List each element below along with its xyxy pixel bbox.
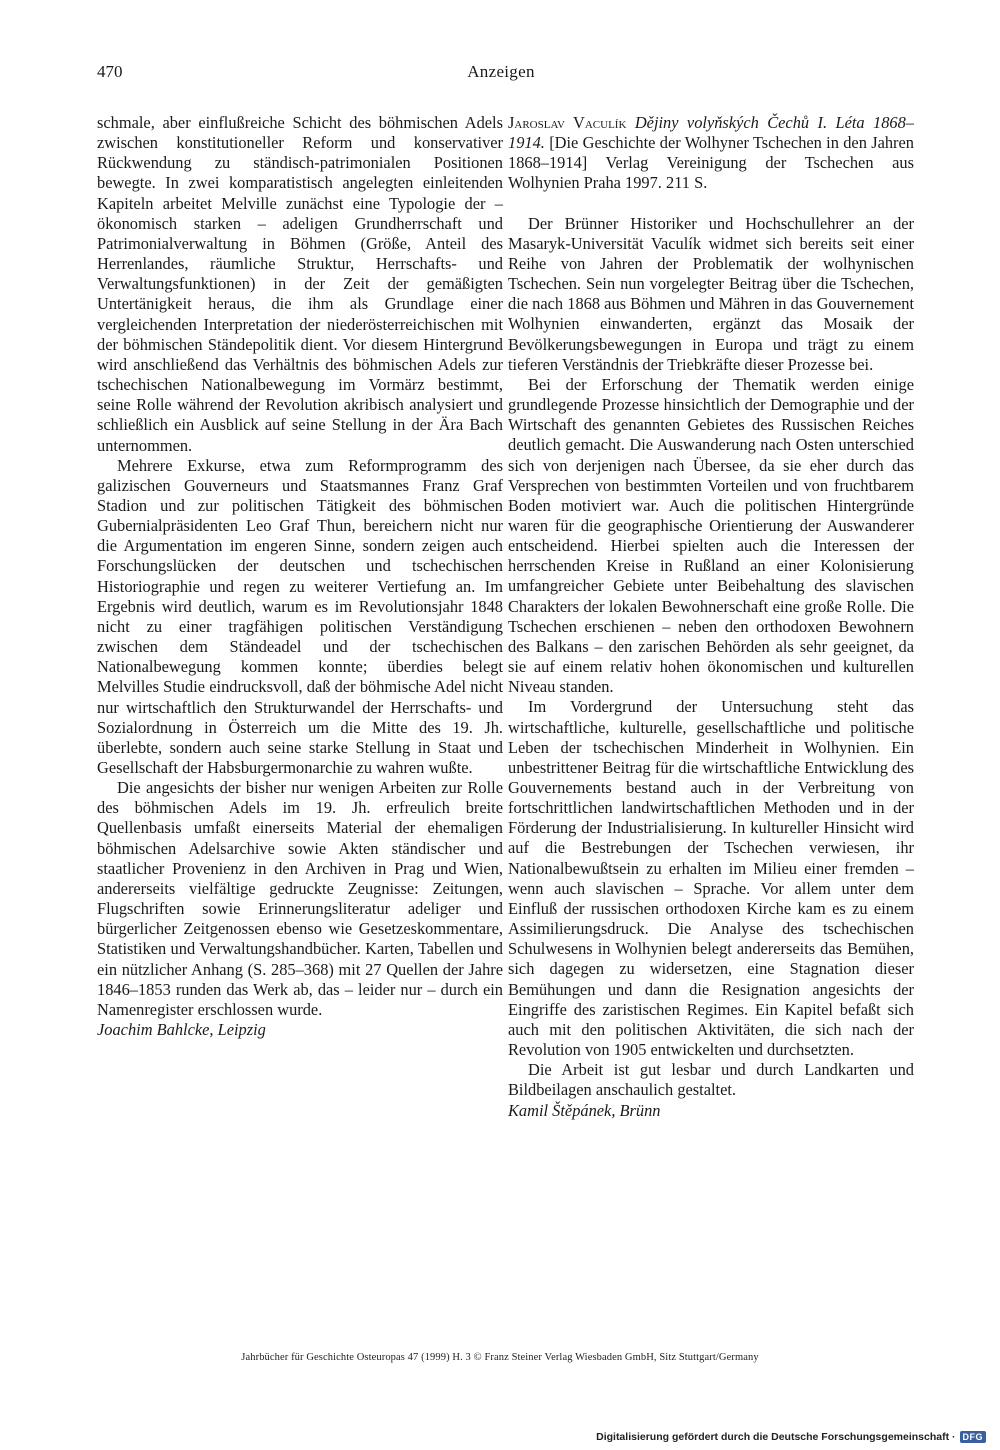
left-paragraph-1: schmale, aber einflußreiche Schicht des böhmischen Adels zwischen konstitutioneller Reform und konservativer Rückwendung zu ständisch-patrimonialen Positionen bewegte. In zwei komparatistisch angelegten einleitenden Kapiteln arbeitet Melville zunächst eine Typologie der – ökonomisch starken – adeligen Grundherrschaft und Patrimonialverwaltung in Böhmen (Größe, Anteil des Herrenlandes, räumliche Struktur, Herrschafts- und Verwaltungsfunktionen) in der Zeit der gemäßigten Untertänigkeit heraus, die ihm als Grundlage einer vergleichenden Interpretation der niederösterreichischen mit der böhmischen Ständepolitik dient. Vor diesem Hintergrund wird anschließend das Verhältnis des böhmischen Adels zur tschechischen Nationalbewegung im Vormärz bestimmt, seine Rolle während der Revolution akribisch analysiert und schließlich ein Ausblick auf seine Stellung in der Ära Bach unternommen. — [97, 113, 503, 455]
right-paragraph-3: Im Vordergrund der Untersuchung steht das wirtschaftliche, kulturelle, gesellschaftliche und politische Leben der tschechischen Minderheit in Wolhynien. Ein unbestrittener Beitrag für die wirtschaftliche Entwicklung des Gouvernements bestand auch in der Verbreitung von fortschrittlichen landwirtschaftlichen Methoden und in der Förderung der Industrialisierung. In kultureller Hinsicht wird auf die Bestrebungen der Tschechen verwiesen, ihr Nationalbewußtsein zu erhalten im Milieu einer fremden – wenn auch slavischen – Sprache. Vor allem unter dem Einfluß der russischen orthodoxen Kirche kam es zu einem Assimilierungsdruck. Die Analyse des tschechischen Schulwesens in Wolhynien belegt andererseits das Bemühen, sich dagegen zu widersetzen, eine Stagnation dieser Bemühungen und dann die Resignation angesichts der Eingriffe des zaristischen Regimes. Ein Kapitel befaßt sich auch mit den politischen Aktivitäten, die sich nach der Revolution von 1905 entwickelten und durchsetzten. — [508, 697, 914, 1060]
page-header — [97, 62, 905, 88]
running-head: Anzeigen — [467, 62, 535, 81]
digitization-note: Digitalisierung gefördert durch die Deutsche Forschungsgemeinschaft · — [596, 1431, 956, 1443]
book-author: Jaroslav Vaculík — [508, 113, 627, 132]
right-review-signature: Kamil Štěpánek, Brünn — [508, 1100, 661, 1120]
publisher-imprint: Jahrbücher für Geschichte Osteuropas 47 (1999) H. 3 © Franz Steiner Verlag Wiesbaden GmbH, Sitz Stuttgart/Germany — [241, 1352, 759, 1363]
left-review-signature: Joachim Bahlcke, Leipzig — [97, 1020, 266, 1040]
right-column — [508, 113, 914, 1121]
left-paragraph-3: Die angesichts der bisher nur wenigen Arbeiten zur Rolle des böhmischen Adels im 19. Jh. erfreulich breite Quellenbasis umfaßt einerseits Material der ehemaligen böhmischen Adelsarchive sowie Akten ständischer und staatlicher Provenienz in den Archiven in Prag und Wien, andererseits vielfältige gedruckte Zeugnisse: Zeitungen, Flugschriften sowie Erinnerungsliteratur adeliger und bürgerlicher Zeitgenossen ebenso wie Gesetzeskommentare, Statistiken und Verwaltungshandbücher. Karten, Tabellen und ein nützlicher Anhang (S. 285–368) mit 27 Quellen der Jahre 1846–1853 runden das Werk ab, das – leider nur – durch ein Namenregister erschlossen wurde. — [97, 778, 503, 1019]
book-citation-details: [Die Geschichte der Wolhyner Tschechen in den Jahren 1868–1914] Verlag Vereinigung der Tschechen aus Wolhynien Praha 1997. 211 S. — [508, 133, 914, 193]
page-number: 470 — [97, 62, 123, 81]
dfg-logo: DFG — [960, 1431, 987, 1443]
book-title: Dějiny volyňských Čechů I. Léta 1868–1914. — [508, 113, 914, 153]
right-paragraph-2: Bei der Erforschung der Thematik werden einige grundlegende Prozesse hinsichtlich der Demographie und der Wirtschaft des genannten Gebietes des Russischen Reiches deutlich gemacht. Die Auswanderung nach Osten unterschied sich von derjenigen nach Übersee, da sie eher durch das Versprechen von bestimmten Vorteilen und von fruchtbarem Boden motiviert war. Auch die politischen Hintergründe waren für die geographische Orientierung der Auswanderer entscheidend. Hierbei spielten auch die Interessen der herrschenden Kreise in Rußland an einer Kolonisierung umfangreicher Gebiete unter Beibehaltung des slavischen Charakters der lokalen Bewohnerschaft eine große Rolle. Die Tschechen erschienen – neben den orthodoxen Bewohnern des Balkans – den zarischen Behörden als sehr geeignet, da sie auf einem relativ hohen ökonomischen und kulturellen Niveau standen. — [508, 374, 914, 697]
digitization-bar — [596, 1431, 986, 1443]
book-citation — [508, 113, 914, 194]
right-paragraph-4: Die Arbeit ist gut lesbar und durch Landkarten und Bildbeilagen anschaulich gestaltet. — [508, 1060, 914, 1100]
left-paragraph-2: Mehrere Exkurse, etwa zum Reformprogramm des galizischen Gouverneurs und Staatsmannes Franz Graf Stadion und zur politischen Tätigkeit des böhmischen Gubernialpräsidenten Leo Graf Thun, bereichern nicht nur die Argumentation im engeren Sinne, sondern zeigen auch Forschungslücken der deutschen und tschechischen Historiographie und regen zu weiterer Vertiefung an. Im Ergebnis wird deutlich, warum es im Revolutionsjahr 1848 nicht zu einer tragfähigen politischen Verständigung zwischen dem Ständeadel und der tschechischen Nationalbewegung kommen konnte; überdies belegt Melvilles Studie eindrucksvoll, daß der böhmische Adel nicht nur wirtschaftlich den Strukturwandel der Herrschafts- und Sozialordnung in Österreich um die Mitte des 19. Jh. überlebte, sondern auch seine starke Stellung in Staat und Gesellschaft der Habsburgermonarchie zu wahren wußte. — [97, 455, 503, 777]
left-column — [97, 113, 503, 1040]
right-paragraph-1: Der Brünner Historiker und Hochschullehrer an der Masaryk-Universität Vaculík widmet sich bereits seit einer Reihe von Jahren der Problematik der wolhynischen Tschechen. Sein nun vorgelegter Beitrag über die Tschechen, die nach 1868 aus Böhmen und Mähren in das Gouvernement Wolhynien einwanderten, ergänzt das Mosaik der Bevölkerungsbewegungen in Europa und trägt zu einem tieferen Verständnis der Triebkräfte dieser Prozesse bei. — [508, 213, 914, 374]
